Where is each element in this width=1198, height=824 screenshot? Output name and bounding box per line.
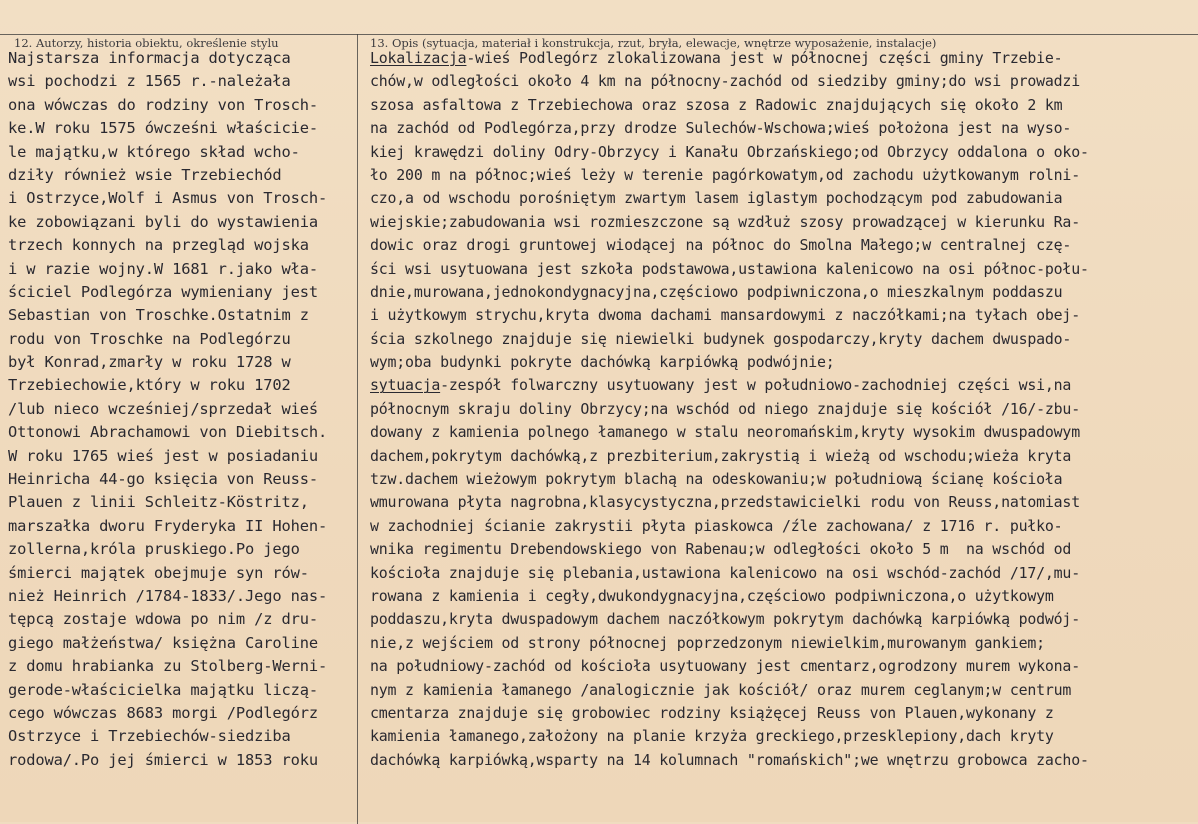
text-line: [370, 421, 1190, 444]
column-divider: [357, 34, 358, 824]
line-text: cmentarza znajduje się grobowiec rodziny książęcej Reuss von Plauen,wykonany z: [370, 703, 1054, 722]
line-text: na południowy-zachód od kościoła usytuowany jest cmentarz,ogrodzony murem wykona-: [370, 657, 1080, 676]
line-text: -wieś Podlegórz zlokalizowana jest w północnej części gminy Trzebie-: [466, 49, 1063, 67]
text-line: [370, 281, 1190, 304]
line-text: rowana z kamienia i cegły,dwukondygnacyjna,częściowo podpiwniczona,o użytkowym: [370, 586, 1054, 605]
text-line: rodu von Troschke na Podlegórzu: [8, 329, 291, 348]
description-text-column: [370, 47, 1190, 772]
underlined-keyword: Lokalizacja: [370, 49, 467, 67]
line-text: wnika regimentu Drebendowskiego von Rabenau;w odległości około 5 m na wschód od: [370, 540, 1072, 559]
line-text: poddaszu,kryta dwuspadowym dachem naczółkowym pokrytym dachówką karpiówką podwój-: [370, 610, 1080, 629]
text-line: [370, 328, 1190, 351]
line-text: ło 200 m na północ;wieś leży w terenie pagórkowatym,od zachodu użytkowanym rolni-: [370, 165, 1080, 184]
text-line: [370, 725, 1190, 748]
text-line: gerode-właścicielka majątku liczą-: [8, 680, 318, 699]
text-line: z domu hrabianka zu Stolberg-Werni-: [8, 657, 328, 676]
line-text: wym;oba budynki pokryte dachówką karpiówką podwójnie;: [370, 353, 835, 372]
line-text: i użytkowym strychu,kryta dwoma dachami mansardowymi z naczółkami;na tyłach obej-: [370, 306, 1080, 325]
line-text: dachówką karpiówką,wsparty na 14 kolumnach "romańskich";we wnętrzu grobowca zacho-: [370, 750, 1089, 769]
text-line: [370, 211, 1190, 234]
text-line: [370, 304, 1190, 327]
text-line: [370, 117, 1190, 140]
text-line: [370, 562, 1190, 585]
text-line: [370, 679, 1190, 702]
line-text: dowany z kamienia polnego łamanego w stalu neoromańskim,kryty wysokim dwuspadowym: [370, 423, 1080, 442]
line-text: -zespół folwarczny usytuowany jest w południowo-zachodniej części wsi,na: [440, 376, 1072, 395]
text-line: [370, 655, 1190, 678]
text-line: le majątku,w którego skład wcho-: [8, 142, 300, 161]
text-line: ściciel Podlegórza wymieniany jest: [8, 282, 318, 301]
text-line: i w razie wojny.W 1681 r.jako wła-: [8, 259, 318, 278]
line-text: na zachód od Podlegórza,przy drodze Sulechów-Wschowa;wieś położona jest na wyso-: [370, 119, 1072, 138]
text-line: Ottonowi Abrachamowi von Diebitsch.: [8, 423, 328, 442]
text-line: [370, 351, 1190, 374]
text-line: Trzebiechowie,który w roku 1702: [8, 376, 291, 395]
line-text: chów,w odległości około 4 km na północny-zachód od siedziby gminy;do wsi prowadzi: [370, 72, 1080, 91]
text-line: ke.W roku 1575 ówcześni właścicie-: [8, 119, 318, 138]
text-line: /lub nieco wcześniej/sprzedał wieś: [8, 399, 318, 418]
line-text: nie,z wejściem od strony północnej poprzedzonym niewielkim,murowanym gankiem;: [370, 633, 1045, 652]
text-line: [370, 515, 1190, 538]
text-line: [370, 608, 1190, 631]
line-text: północnym skraju doliny Obrzycy;na wschód od niego znajduje się kościół /16/-zbu-: [370, 399, 1080, 418]
text-line: [370, 398, 1190, 421]
text-line: marszałka dworu Fryderyka II Hohen-: [8, 516, 328, 535]
text-line: [370, 538, 1190, 561]
text-line: [370, 445, 1190, 468]
text-line: [370, 94, 1190, 117]
text-line: [370, 702, 1190, 725]
line-text: kamienia łamanego,założony na planie krzyża greckiego,przesklepiony,dach kryty: [370, 727, 1054, 746]
text-line: [370, 70, 1190, 93]
line-text: dowic oraz drogi gruntowej wiodącej na północ do Smolna Małego;w centralnej czę-: [370, 236, 1072, 255]
text-line: Sebastian von Troschke.Ostatnim z: [8, 306, 309, 325]
text-line: i Ostrzyce,Wolf i Asmus von Trosch-: [8, 189, 328, 208]
text-line: [370, 585, 1190, 608]
text-line: ona wówczas do rodziny von Trosch-: [8, 95, 318, 114]
text-line: Najstarsza informacja dotycząca: [8, 49, 291, 67]
section-12-heading: 12. Autorzy, historia obiektu, określenie stylu: [14, 36, 279, 50]
text-line: [370, 164, 1190, 187]
text-line: śmierci majątek obejmuje syn rów-: [8, 563, 309, 582]
text-line: trzech konnych na przegląd wojska: [8, 236, 309, 255]
text-line: giego małżeństwa/ księżna Caroline: [8, 633, 318, 652]
line-text: ści wsi usytuowana jest szkoła podstawowa,ustawiona kalenicowo na osi północ-połu-: [370, 259, 1089, 278]
line-text: wiejskie;zabudowania wsi rozmieszczone są wzdłuż szosy prowadzącej w kierunku Ra-: [370, 212, 1080, 231]
text-line: ke zobowiązani byli do wystawienia: [8, 212, 318, 231]
line-text: nym z kamienia łamanego /analogicznie jak kościół/ oraz murem ceglanym;w centrum: [370, 680, 1072, 699]
line-text: czo,a od wschodu porośniętym zwartym lasem iglastym pochodzącym pod zabudowania: [370, 189, 1063, 208]
text-line: tępcą zostaje wdowa po nim /z dru-: [8, 610, 318, 629]
text-line: W roku 1765 wieś jest w posiadaniu: [8, 446, 318, 465]
text-line: [370, 749, 1190, 772]
text-line: [370, 258, 1190, 281]
section-13-heading: 13. Opis (sytuacja, materiał i konstrukcja, rzut, bryła, elewacje, wnętrze wyposażenie, instalacje): [370, 36, 937, 50]
line-text: ścia szkolnego znajduje się niewielki budynek gospodarczy,kryty dachem dwuspado-: [370, 329, 1072, 348]
text-line: cego wówczas 8683 morgi /Podlegórz: [8, 703, 318, 722]
text-line: [370, 187, 1190, 210]
text-line: [370, 632, 1190, 655]
text-line: Plauen z linii Schleitz-Köstritz,: [8, 493, 309, 512]
line-text: wmurowana płyta nagrobna,klasycystyczna,przedstawicielki rodu von Reuss,natomiast: [370, 493, 1080, 512]
text-line: rodowa/.Po jej śmierci w 1853 roku: [8, 750, 318, 769]
line-text: dachem,pokrytym dachówką,z prezbiterium,zakrystią i wieżą od wschodu;wieża kryta: [370, 446, 1072, 465]
text-line: dziły również wsie Trzebiechód: [8, 165, 282, 184]
text-line: był Konrad,zmarły w roku 1728 w: [8, 353, 291, 372]
history-text-column: [8, 47, 353, 772]
text-line: [370, 47, 1190, 70]
header-rule: [0, 34, 1198, 35]
line-text: szosa asfaltowa z Trzebiechowa oraz szosa z Radowic znajdujących się około 2 km: [370, 95, 1063, 114]
text-line: [370, 374, 1190, 397]
line-text: tzw.dachem wieżowym pokrytym blachą na odeskowaniu;w południową ścianę kościoła: [370, 470, 1063, 489]
text-line: [370, 234, 1190, 257]
line-text: kościoła znajduje się plebania,ustawiona kalenicowo na osi wschód-zachód /17/,mu-: [370, 563, 1080, 582]
line-text: w zachodniej ścianie zakrystii płyta piaskowca /źle zachowana/ z 1716 r. pułko-: [370, 516, 1063, 535]
text-line: Heinricha 44-go księcia von Reuss-: [8, 470, 318, 489]
text-line: nież Heinrich /1784-1833/.Jego nas-: [8, 586, 328, 605]
text-line: Ostrzyce i Trzebiechów-siedziba: [8, 727, 291, 746]
text-line: [370, 141, 1190, 164]
text-line: [370, 491, 1190, 514]
line-text: kiej krawędzi doliny Odry-Obrzycy i Kanału Obrzańskiego;od Obrzycy oddalona o oko-: [370, 142, 1089, 161]
underlined-keyword: sytuacja: [370, 376, 441, 395]
text-line: zollerna,króla pruskiego.Po jego: [8, 540, 300, 559]
text-line: [370, 468, 1190, 491]
text-line: wsi pochodzi z 1565 r.-należała: [8, 72, 291, 91]
line-text: dnie,murowana,jednokondygnacyjna,częściowo podpiwniczona,o mieszkalnym poddaszu: [370, 282, 1063, 301]
